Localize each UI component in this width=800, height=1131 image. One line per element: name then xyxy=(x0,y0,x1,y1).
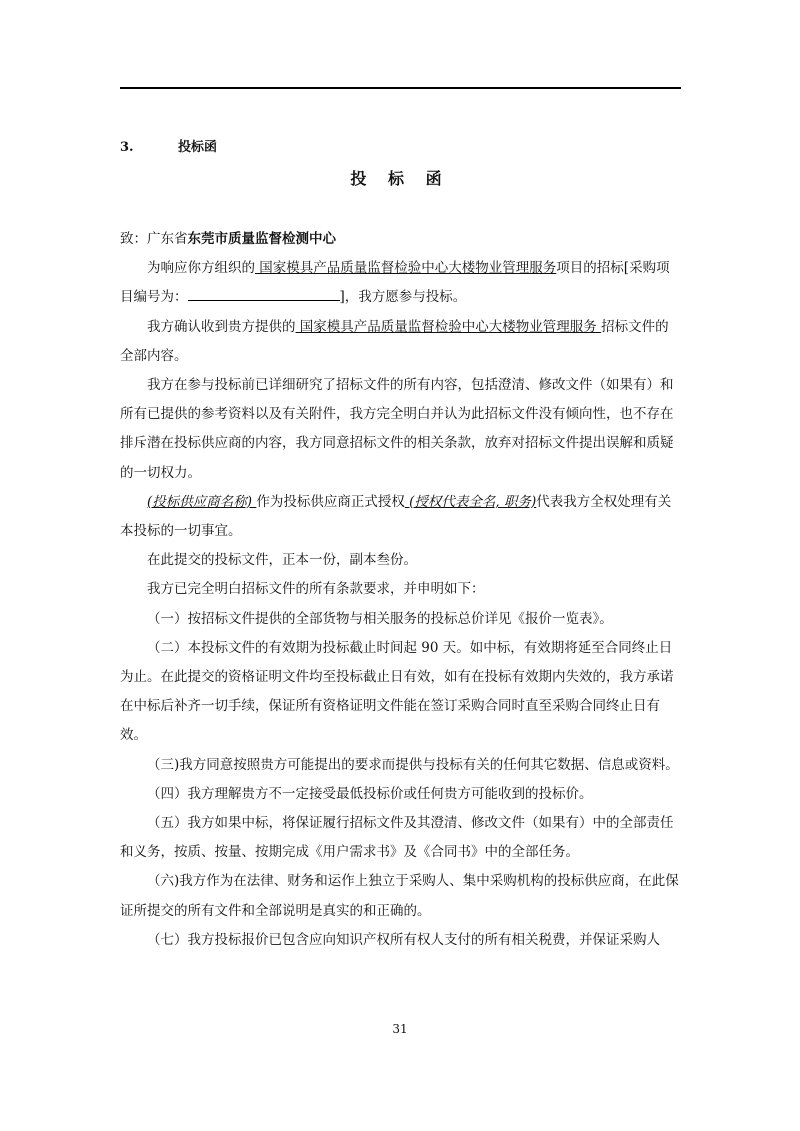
paragraph-declaration: 我方已完全明白招标文件的所有条款要求，并申明如下： xyxy=(147,581,485,598)
paragraph-copies: 在此提交的投标文件，正本一份，副本叁份。 xyxy=(147,552,417,569)
declaration-item: （七）我方投标报价已包含应向知识产权所有权人支付的所有相关税费，并保证采购人 xyxy=(147,931,660,948)
declaration-item: （四）我方理解贵方不一定接受最低投标价或任何贵方可能收到的投标价。 xyxy=(147,785,593,802)
document-title: 投 标 函 xyxy=(350,169,450,188)
paragraph-response: 为响应你方组织的 国家模具产品质量监督检验中心大楼物业管理服务项目的招标[采购项目编号为： ]，我方愿参与投标。 xyxy=(120,260,670,306)
section-number: 3. xyxy=(120,140,134,155)
page-number: 31 xyxy=(392,1022,408,1036)
letter-body xyxy=(120,225,681,955)
section-heading xyxy=(120,136,217,155)
paragraph-study: 我方在参与投标前已详细研究了招标文件的所有内容，包括澄清、修改文件（如果有）和所有已提供的参考资料以及有关附件，我方完全明白并认为此招标文件没有倾向性，也不存在排斥潜在投标供应商的内容，我方同意招标文件的相关条款，放弃对招标文件提出误解和质疑的一切权力。 xyxy=(120,377,674,481)
declaration-item: （二）本投标文件的有效期为投标截止时间起 90 天。如中标，有效期将延至合同终止日为止。在此提交的资格证明文件均至投标截止日有效，如有在投标有效期内失效的，我方承诺在中标后补齐一切手续，保证所有资格证明文件能在签订采购合同时直至采购合同终止日有效。 xyxy=(120,639,674,744)
addressee-line: 致：广东省东莞市质量监督检测中心 xyxy=(120,231,336,247)
declaration-item: （一）按招标文件提供的全部货物与相关服务的投标总价详见《报价一览表》。 xyxy=(147,610,613,627)
addressee-org: 东莞市质量监督检测中心 xyxy=(187,231,336,247)
declaration-item: （六)我方作为在法律、财务和运作上独立于采购人、集中采购机构的投标供应商，在此保证所提交的所有文件和全部说明是真实的和正确的。 xyxy=(120,873,679,919)
section-title: 投标函 xyxy=(178,140,218,155)
bidder-name-field: (投标供应商名称) xyxy=(147,493,257,510)
representative-field: (授权代表全名, 职务) xyxy=(404,493,537,510)
project-name: 国家模具产品质量监督检验中心大楼物业管理服务 xyxy=(295,318,602,335)
project-number-blank xyxy=(188,284,340,301)
paragraph-confirmation: 我方确认收到贵方提供的 国家模具产品质量监督检验中心大楼物业管理服务 招标文件的全部内容。 xyxy=(120,318,669,364)
header-rule xyxy=(120,87,681,89)
project-name: 国家模具产品质量监督检验中心大楼物业管理服务 xyxy=(255,260,557,277)
paragraph-authorization: (投标供应商名称) 作为投标供应商正式授权 (授权代表全名, 职务)代表我方全权处理有关本投标的一切事宜。 xyxy=(120,493,672,540)
declaration-item: （五）我方如果中标，将保证履行招标文件及其澄清、修改文件（如果有）中的全部责任和义务，按质、按量、按期完成《用户需求书》及《合同书》中的全部任务。 xyxy=(120,815,674,861)
declaration-item: （三)我方同意按照贵方可能提出的要求而提供与投标有关的任何其它数据、信息或资料。 xyxy=(147,756,679,773)
